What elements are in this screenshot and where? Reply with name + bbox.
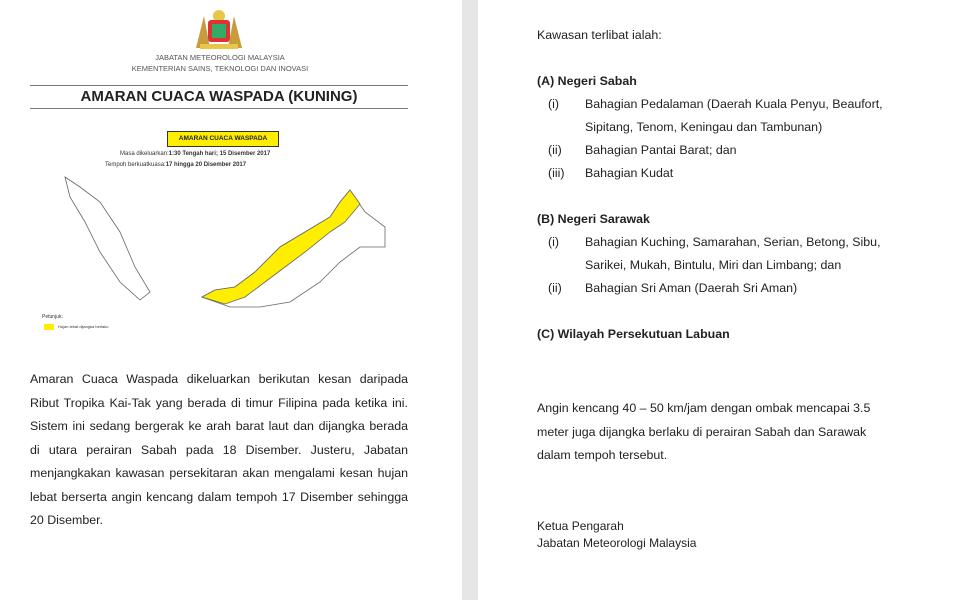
coat-of-arms-logo [192,8,247,52]
list-number: (ii) [548,281,562,295]
list-item: Bahagian Kudat [585,166,674,180]
malaysia-warning-map [40,172,400,312]
right-page [478,0,954,600]
legend-label: Hujan lebat dijangka berlaku [58,324,109,329]
signature: Ketua Pengarah Jabatan Meteorologi Malaysia [537,519,697,550]
list-item: Sipitang, Tenom, Keningau dan Tambunan) [585,120,823,134]
list-item: Sarikei, Mukah, Bintulu, Miri dan Limbang; dan [585,258,842,272]
left-page [0,0,462,600]
divider [30,85,408,86]
ministry-name: KEMENTERIAN SAINS, TEKNOLOGI DAN INOVASI [131,64,309,73]
list-item: Bahagian Pedalaman (Daerah Kuala Penyu, Beaufort, [585,97,883,111]
legend-title: Petunjuk: [42,314,63,320]
areas-intro: Kawasan terlibat ialah: [537,28,662,42]
legend-swatch [44,324,54,330]
list-item: Bahagian Pantai Barat; dan [585,143,737,157]
section-a-title: (A) Negeri Sabah [537,74,637,88]
list-item: Bahagian Kuching, Samarahan, Serian, Betong, Sibu, [585,235,881,249]
page-title: AMARAN CUACA WASPADA (KUNING) [80,88,358,105]
list-number: (i) [548,97,560,111]
list-number: (i) [548,235,560,249]
section-c-title: (C) Wilayah Persekutuan Labuan [537,327,730,341]
issued-time: Masa dikeluarkan:1:30 Tengah hari; 15 Disember 2017 [120,151,271,157]
list-number: (ii) [548,143,562,157]
list-number: (iii) [548,166,565,180]
section-b-title: (B) Negeri Sarawak [537,212,650,226]
warning-badge: AMARAN CUACA WASPADA [167,131,279,147]
list-item: Bahagian Sri Aman (Daerah Sri Aman) [585,281,798,295]
warning-paragraph: Amaran Cuaca Waspada dikeluarkan berikutan kesan daripada Ribut Tropika Kai-Tak yang berada di timur Filipina pada ketika ini. Sistem ini sedang bergerak ke arah barat laut dan dijangka berada di utara perairan Sabah pada 18 Disember. Justeru, Jabatan menjangkakan kawasan persekitaran akan mengalami kesan hujan lebat berserta angin kencang dalam tempoh 17 Disember sehingga 20 Disember. [30,372,408,527]
wind-paragraph: Angin kencang 40 – 50 km/jam dengan ombak mencapai 3.5 meter juga dijangka berlaku di perairan Sabah dan Sarawak dalam tempoh tersebut. [537,401,871,462]
department-name: JABATAN METEOROLOGI MALAYSIA [155,53,285,62]
valid-period: Tempoh berkuatkuasa:17 hingga 20 Disember 2017 [105,162,247,168]
divider [30,108,408,109]
